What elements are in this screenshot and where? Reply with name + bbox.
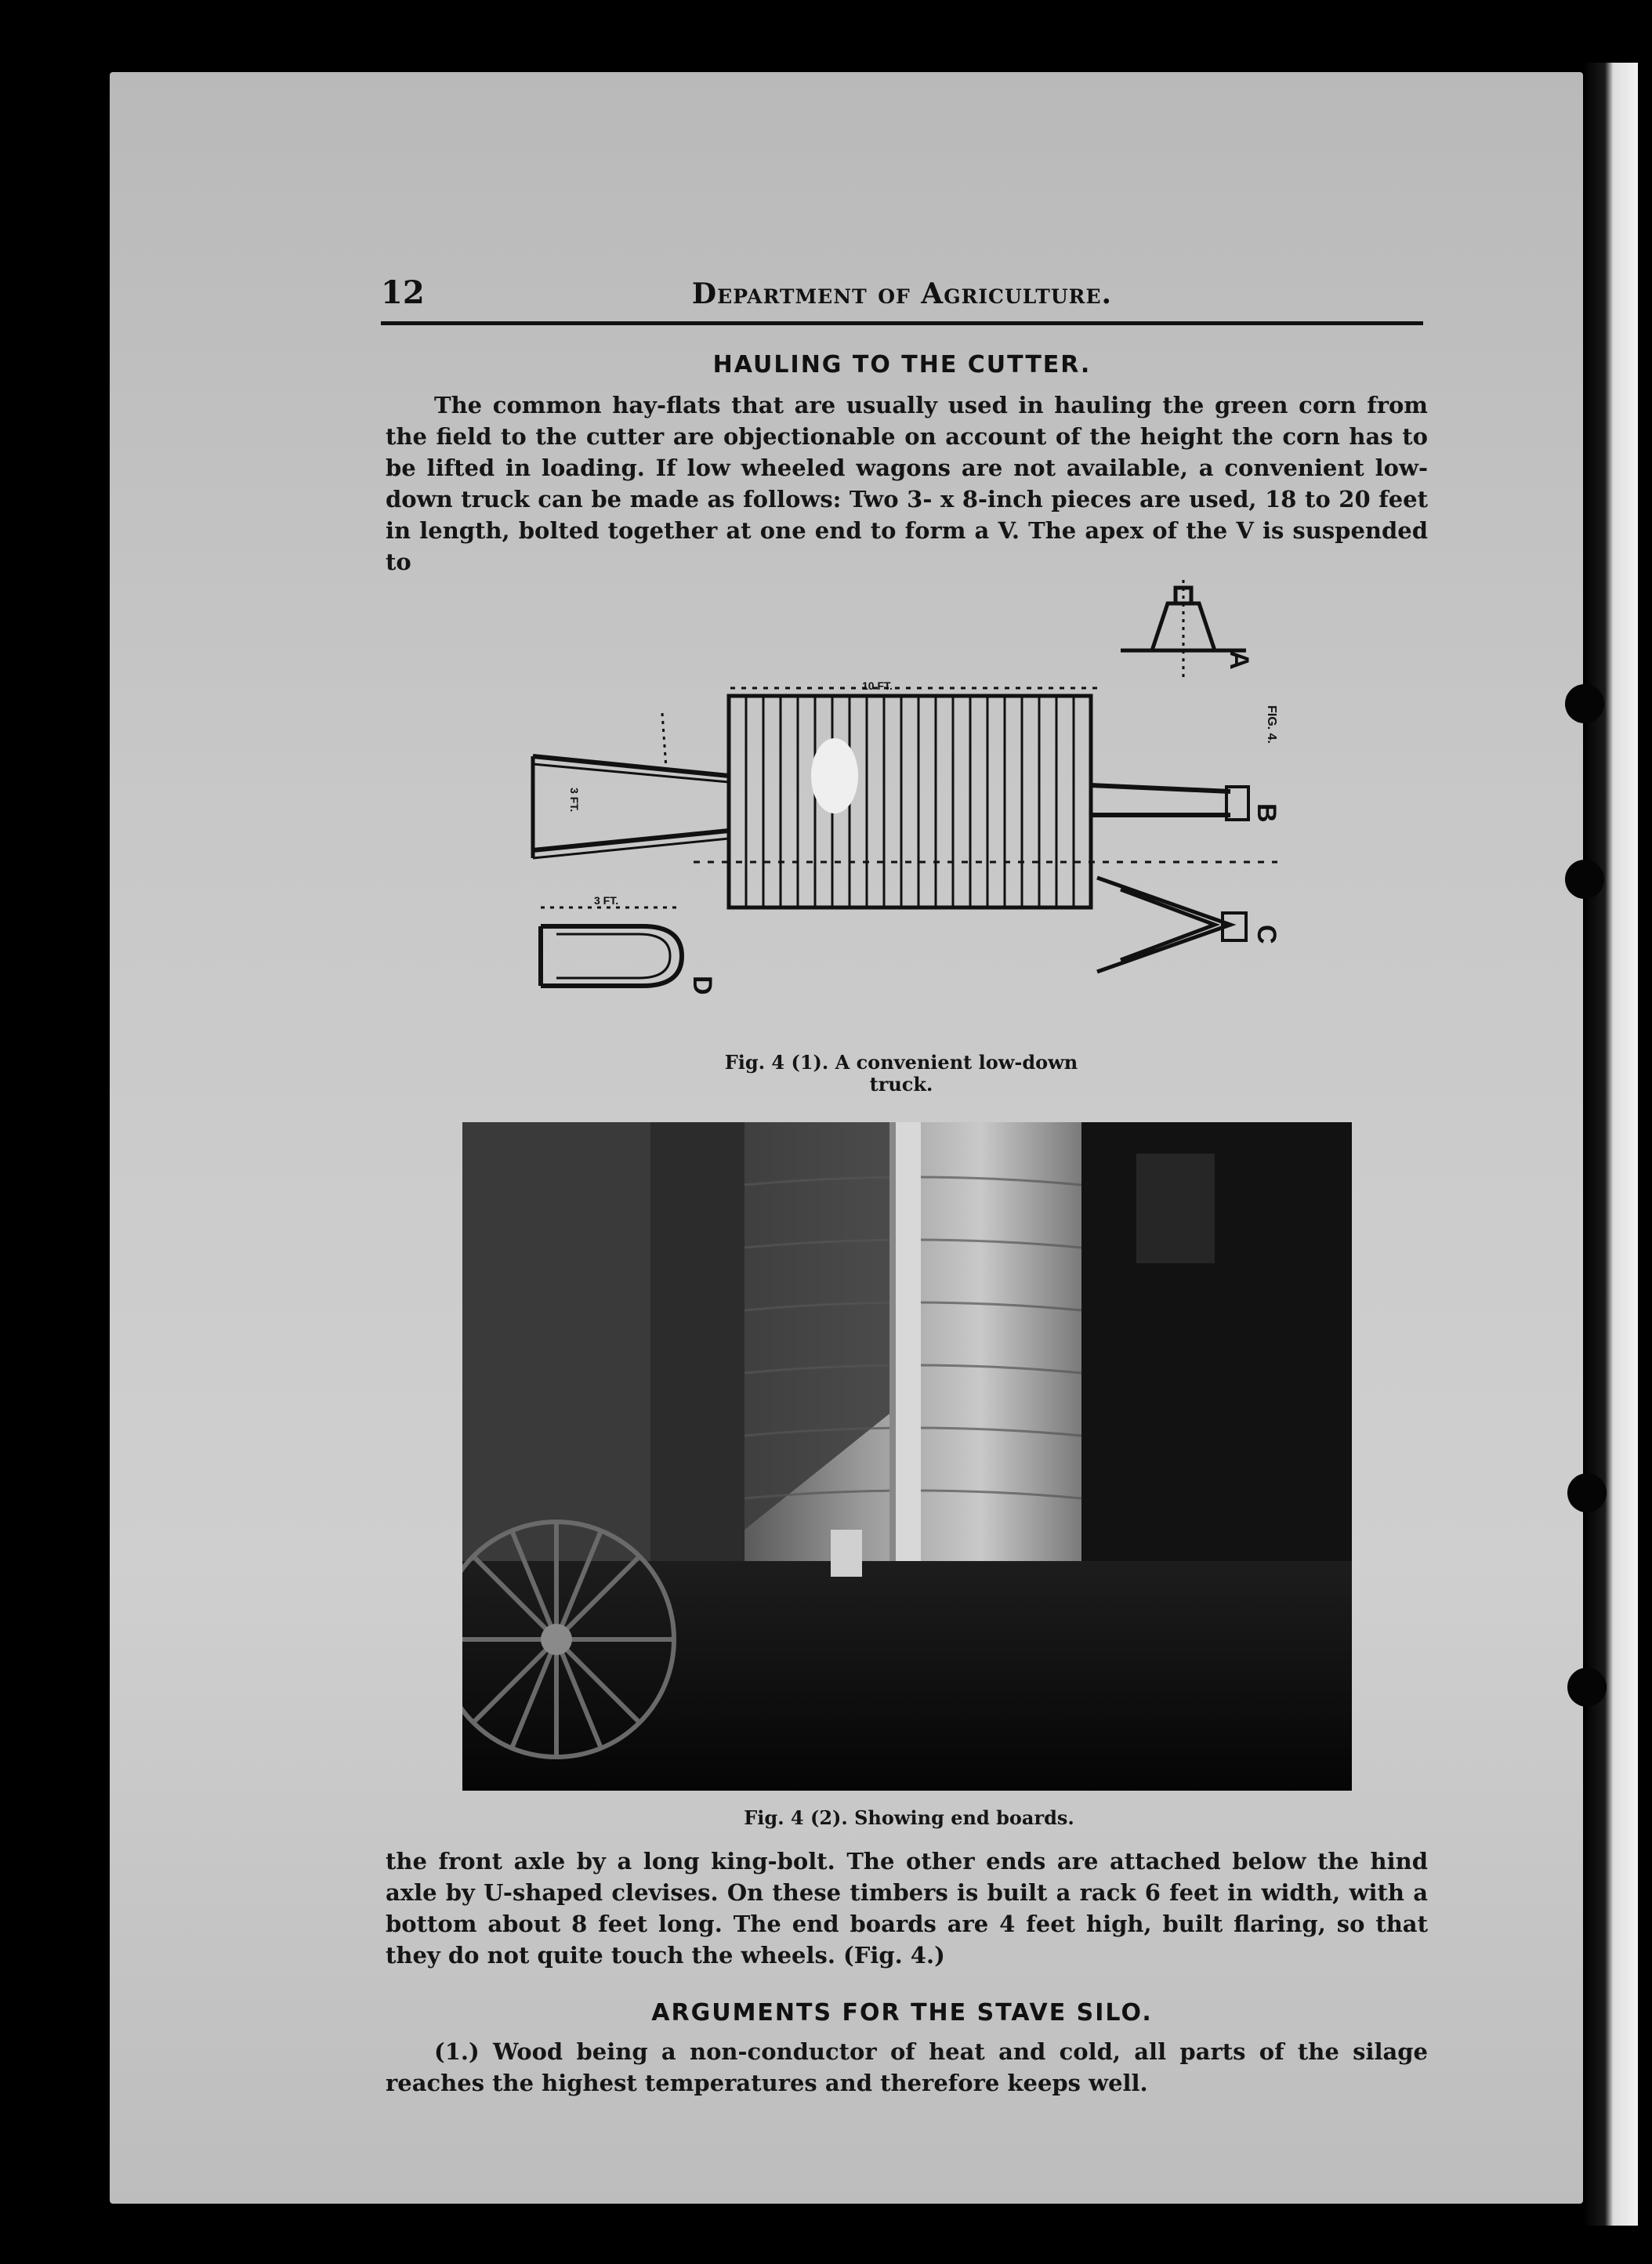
paragraph-hauling-continued: the front axle by a long king-bolt. The other ends are attached below the hind axle by U-shaped clevises. On these timbers is built a rack 6 feet in width, with a bottom about 8 feet long. The end boards are 4 feet high, built flaring, so that they do not quite touch the wheels. (Fig. 4.) (386, 1848, 1428, 1969)
label-top-dim: 10 FT. (862, 679, 893, 692)
section-heading-stave-silo: ARGUMENTS FOR THE STAVE SILO. (651, 1999, 1153, 2027)
label-fig: FIG. 4. (1265, 705, 1278, 744)
running-head: Department of Agriculture. (691, 277, 1113, 310)
truck-diagram (525, 580, 1293, 1042)
label-d-dim: 3 FT. (594, 894, 619, 907)
label-d: D (687, 976, 717, 995)
punch-hole-3 (1567, 1473, 1607, 1512)
page-header (381, 274, 1423, 325)
silo-photograph (462, 1122, 1352, 1791)
figure1-caption (690, 1052, 1113, 1096)
page-edge (1583, 63, 1638, 2226)
figure2-caption: Fig. 4 (2). Showing end boards. (744, 1806, 1074, 1829)
figure1-caption-line2: truck. (869, 1073, 933, 1096)
punch-hole-4 (1567, 1668, 1607, 1707)
label-left-dim: 3 FT. (568, 788, 581, 813)
punch-hole-1 (1565, 684, 1604, 723)
paragraph-hauling: The common hay-flats that are usually used in hauling the green corn from the field to the cutter are objectionable on account of the height the corn has to be lifted in loading. If low wheeled wagons are not available, a convenient low-down truck can be made as follows: Two 3- x 8-inch pieces are used, 18 to 20 feet in length, bolted together at one end to form a V. The apex of the V is suspended to (386, 392, 1428, 575)
figure1-caption-line1: Fig. 4 (1). A convenient low-down (724, 1051, 1078, 1074)
label-c: C (1252, 925, 1281, 944)
label-b: B (1252, 803, 1281, 823)
punch-hole-2 (1565, 860, 1604, 899)
paragraph-stave-silo: (1.) Wood being a non-conductor of heat and cold, all parts of the silage reaches the highest temperatures and therefore keeps well. (386, 2038, 1428, 2096)
section-heading-hauling: HAULING TO THE CUTTER. (712, 351, 1092, 379)
label-a: A (1224, 650, 1254, 670)
page-number: 12 (381, 274, 425, 311)
